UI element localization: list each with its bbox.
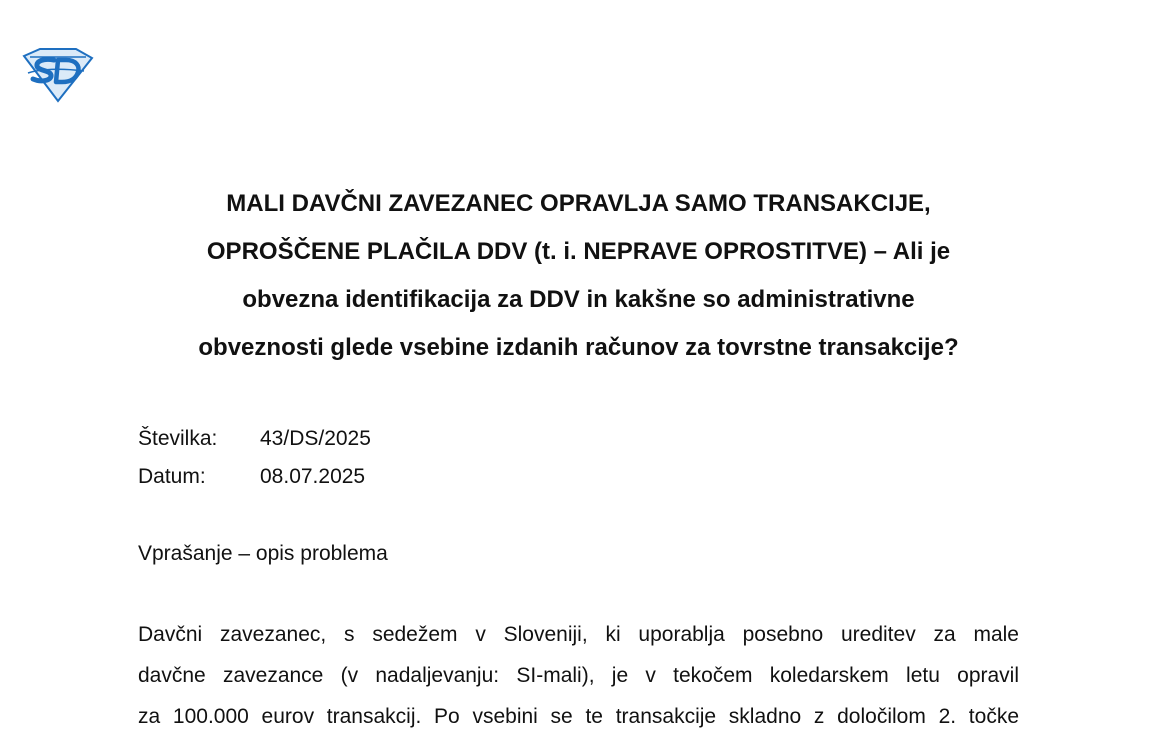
date-value: 08.07.2025 — [260, 465, 366, 488]
body-line: Davčni zavezanec, s sedežem v Sloveniji, ki uporablja posebno ureditev za male — [138, 623, 1019, 646]
document-title — [120, 180, 1037, 372]
title-line: obvezna identifikacija za DDV in kakšne so administrativne — [242, 286, 915, 313]
body-paragraph — [138, 614, 1019, 737]
document-meta — [138, 420, 371, 496]
body-line: za 100.000 eurov transakcij. Po vsebini se te transakcije skladno z določilom 2. točke — [138, 705, 1019, 728]
meta-date-row — [138, 458, 371, 496]
title-line: OPROŠČENE PLAČILA DDV (t. i. NEPRAVE OPROSTITVE) – Ali je — [206, 238, 951, 265]
number-value: 43/DS/2025 — [260, 427, 371, 450]
title-line: MALI DAVČNI ZAVEZANEC OPRAVLJA SAMO TRANSAKCIJE, — [226, 190, 931, 217]
body-line: davčne zavezance (v nadaljevanju: SI-mali), je v tekočem koledarskem letu opravil — [138, 664, 1019, 687]
meta-number-row — [138, 420, 371, 458]
number-label: Številka: — [138, 427, 218, 450]
date-label: Datum: — [138, 465, 206, 488]
section-heading: Vprašanje – opis problema — [138, 542, 388, 565]
title-line: obveznosti glede vsebine izdanih računov za tovrstne transakcije? — [198, 334, 959, 361]
company-logo-icon — [20, 46, 96, 104]
